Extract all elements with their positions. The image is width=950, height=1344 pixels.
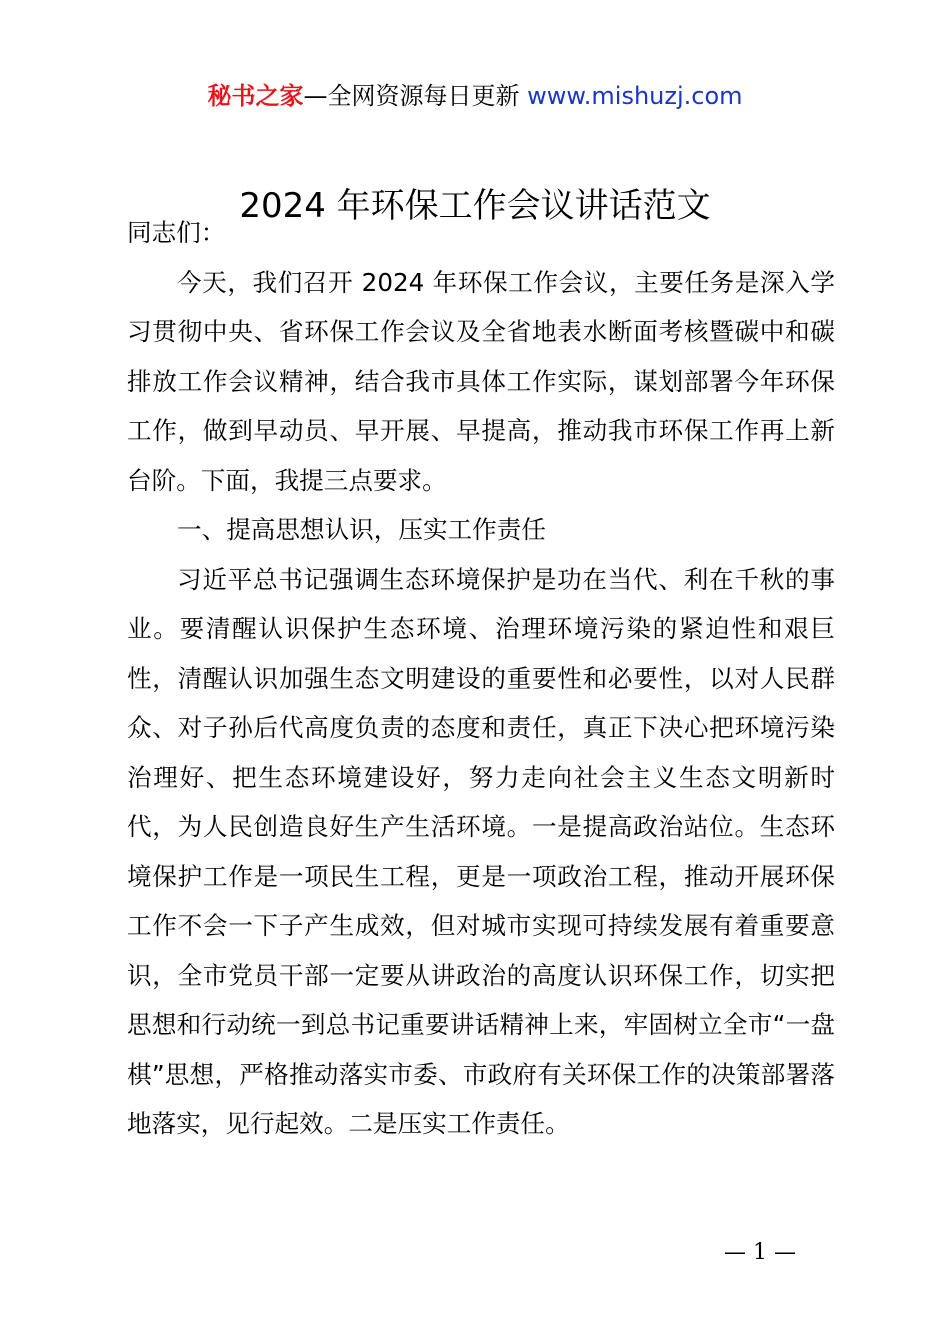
section-heading: 一、提高思想认识，压实工作责任	[177, 515, 546, 544]
document-title: 2024 年环保工作会议讲话范文	[239, 186, 711, 226]
brand-name: 秘书之家	[207, 82, 304, 110]
paragraph-section-one: 习近平总书记强调生态环境保护是功在当代、利在千秋的事业。要清醒认识保护生态环境、治理环境污染的紧迫性和艰巨性，清醒认识加强生态文明建设的重要性和必要性，以对人民群众、对子孙后代高度负责的态度和责任，真正下决心把环境污染治理好、把生态环境建设好，努力走向社会主义生态文明新时代，为人民创造良好生产生活环境。一是提高政治站位。生态环境保护工作是一项民生工程，更是一项政治工程，推动开展环保工作不会一下子产生成效，但对城市实现可持续发展有着重要意识，全市党员干部一定要从讲政治的高度认识环保工作，切实把思想和行动统一到总书记重要讲话精神上来，牢固树立全市“一盘棋”思想，严格推动落实市委、市政府有关环保工作的决策部署落地落实，见行起效。二是压实工作责任。	[127, 564, 835, 1138]
site-url-link[interactable]: www.mishuzj.com	[527, 82, 743, 110]
page-number: — 1 —	[724, 1240, 796, 1265]
paragraph-intro: 今天，我们召开 2024 年环保工作会议，主要任务是深入学习贯彻中央、省环保工作会议及全省地表水断面考核暨碳中和碳排放工作会议精神，结合我市具体工作实际，谋划部署今年环保工作，做到早动员、早开展、早提高，推动我市环保工作再上新台阶。下面，我提三点要求。	[127, 267, 835, 495]
document-body	[127, 208, 835, 1149]
site-banner	[0, 80, 950, 112]
salutation: 同志们：	[127, 218, 226, 247]
banner-tagline: —全网资源每日更新	[303, 82, 520, 110]
